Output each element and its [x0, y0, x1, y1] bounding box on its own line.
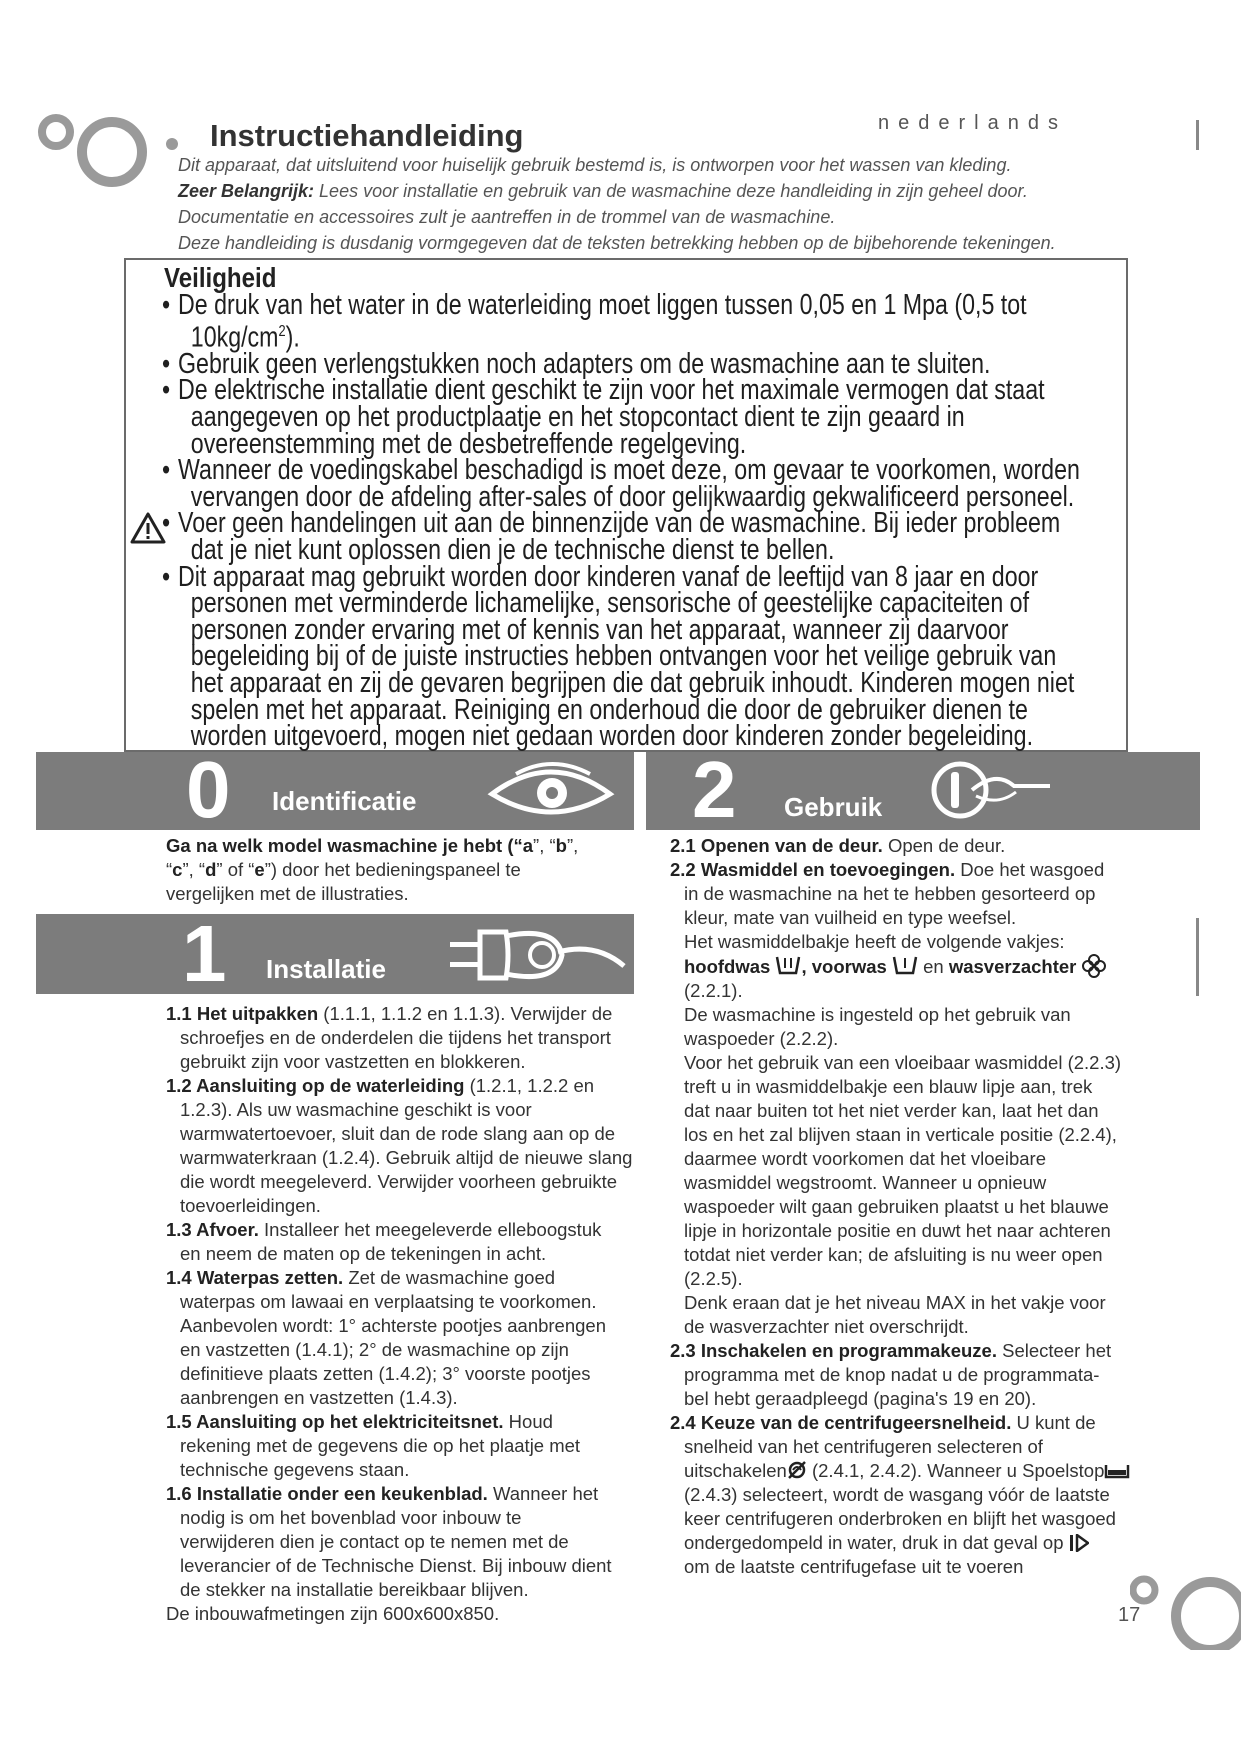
rinse-hold-icon	[1104, 1463, 1130, 1479]
prewash-icon	[892, 955, 918, 975]
spin-off-icon	[787, 1460, 807, 1480]
intro-bold: Zeer Belangrijk:	[178, 181, 315, 201]
circles-logo-icon	[34, 104, 184, 214]
section-1-banner	[36, 909, 634, 998]
intro-line: Deze handleiding is dusdanig vormgegeven dat de teksten betrekking hebben op de bijbehorende tekeningen.	[178, 233, 1056, 253]
eye-icon	[486, 760, 616, 824]
section-1-label: Installatie	[266, 954, 386, 984]
section-1-number: 1	[182, 909, 227, 998]
safety-item: • Voer geen handelingen uit aan de binnenzijde van de wasmachine. Bij ieder probleem dat je niet kunt oplossen dien je de technische dienst te bellen.	[162, 510, 1138, 563]
section-0-banner	[36, 745, 634, 834]
safety-item: • Wanneer de voedingskabel beschadigd is moet deze, om gevaar te voorkomen, worden vervangen door de afdeling after-sales of door gelijkwaardig gekwalificeerd personeel.	[162, 457, 1138, 510]
page-number: 17	[1118, 1604, 1141, 1626]
safety-item: • Dit apparaat mag gebruikt worden door kinderen vanaf de leeftijd van 8 jaar en door personen met verminderde lichamelijke, sensorische of geestelijke capaciteiten of personen zonder ervaring met of kennis van het apparaat, wanneer zij daarvoor begeleiding bij of de juiste instructies hebben ontvangen voor het veilige gebruik van het apparaat en zij de gevaren begrijpen die dat gebruik inhoudt. Kinderen mogen niet spelen met het apparaat. Reiniging en onderhoud die door de gebruiker dienen te worden uitgevoerd, mogen niet gedaan worden door kinderen zonder begeleiding.	[162, 564, 1138, 750]
softener-flower-icon	[1082, 954, 1106, 978]
section-2-text: 2.1 Openen van de deur. Open de deur. 2.2 Wasmiddel en toevoegingen. Doe het wasgoed in de wasmachine na het te hebben gesorteerd op kleur, mate van vuilheid en type weefsel. Het wasmiddelbakje heeft de volgende vakjes: hoofdwas , voorwas en wasverzachter (2.2.1). De wasmachine is ingesteld op het gebruik van waspoeder (2.2.2). Voor het gebruik van een vloeibaar wasmiddel (2.2.3) treft u in wasmiddelbakje een blauw lipje aan, trek dat naar buiten tot het niet verder kan, laat het dan los en het zal blijven staan in verticale positie (2.2.4), daarmee wordt voorkomen dat het vloeibare wasmiddel wegstroomt. Wanneer u opnieuw waspoeder wilt gaan gebruiken plaatst u het blauwe lipje in horizontale positie en duwt het naar achteren totdat niet verder kan; de afsluiting is nu weer open (2.2.5). Denk eraan dat je het niveau MAX in het vakje voor de wasverzachter niet overschrijdt. 2.3 Inschakelen en programmakeuze. Selecteer het programma met de knop nadat u de programmata- bel hebt geraadpleegd (pagina's 19 en 20). 2.4 Keuze van de centrifugeersnelheid. U kunt de snelheid van het centrifugeren selecteren of uitschakelen (2.4.1, 2.4.2). Wanneer u Spoelstop (2.4.3) selecteert, wordt de wasgang vóór de laatste keer centrifugeren onderbroken en blijft het wasgoed ondergedompeld in water, druk in dat geval op om de laatste centrifugefase uit te voeren	[670, 834, 1170, 1579]
safety-item: • Gebruik geen verlengstukken noch adapters om de wasmachine aan te sluiten.	[162, 351, 1138, 378]
intro-text	[178, 152, 1198, 256]
main-wash-icon	[775, 955, 801, 975]
safety-title: Veiligheid	[164, 262, 277, 293]
section-2-banner	[646, 745, 1200, 834]
circles-footer-icon	[1130, 1570, 1241, 1650]
safety-item: • De elektrische installatie dient geschikt te zijn voor het maximale vermogen dat staat aangegeven op het productplaatje en het stopcontact dient te zijn geaard in overeenstemming met de desbetreffende regelgeving.	[162, 377, 1138, 457]
safety-item: • De druk van het water in de waterleiding moet liggen tussen 0,05 en 1 Mpa (0,5 tot $10kg/cm^2$).	[162, 292, 1138, 351]
language-label: nederlands	[878, 112, 1067, 134]
page-title: Instructiehandleiding	[210, 118, 524, 153]
side-bar-top	[1196, 120, 1199, 150]
intro-line: Zeer Belangrijk: Lees voor installatie en gebruik van de wasmachine deze handleiding in zijn geheel door.	[178, 181, 1028, 201]
start-pause-icon	[1069, 1534, 1089, 1552]
section-2-number: 2	[692, 745, 737, 834]
section-0-text: Ga na welk model wasmachine je hebt (“a”, “b”, “c”, “d” of “e”) door het bedieningspaneel te vergelijken met de illustraties.	[166, 835, 579, 904]
safety-list	[162, 289, 1162, 753]
side-bar-mid	[1196, 918, 1199, 996]
section-0-label: Identificatie	[272, 786, 417, 816]
intro-line: Documentatie en accessoires zult je aantreffen in de trommel van de wasmachine.	[178, 207, 836, 227]
section-1-text: 1.1 Het uitpakken (1.1.1, 1.1.2 en 1.1.3). Verwijder de schroefjes en de onderdelen die tijdens het transport gebruikt zijn voor vastzetten en blokkeren. 1.2 Aansluiting op de waterleiding (1.2.1, 1.2.2 en 1.2.3). Als uw wasmachine geschikt is voor warmwatertoevoer, sluit dan de rode slang aan op de warmwaterkraan (1.2.4). Gebruik altijd de nieuwe slang die wordt meegeleverd. Verwijder voorheen gebruikte toevoerleidingen. 1.3 Afvoer. Installeer het meegeleverde elleboogstuk en neem de maten op de tekeningen in acht. 1.4 Waterpas zetten. Zet de wasmachine goed waterpas om lawaai en verplaatsing te voorkomen. Aanbevolen wordt: 1° achterste pootjes aanbrengen en vastzetten (1.4.1); 2° de wasmachine op zijn definitieve plaats zetten (1.4.2); 3° voorste pootjes aanbrengen en vastzetten (1.4.3). 1.5 Aansluiting op het elektriciteitsnet. Houd rekening met de gegevens die op het plaatje met technische gegevens staan. 1.6 Installatie onder een keukenblad. Wanneer het nodig is om het bovenblad voor inbouw te verwijderen dien je contact op te nemen met de leverancier of de Technische Dienst. Bij inbouw dient de stekker na installatie bereikbaar blijven. De inbouwafmetingen zijn 600x600x850.	[166, 1003, 633, 1624]
section-0-number: 0	[186, 745, 231, 834]
warning-triangle-icon	[130, 512, 166, 544]
control-knob-icon	[916, 756, 1056, 826]
intro-line: Dit apparaat, dat uitsluitend voor huiselijk gebruik bestemd is, is ontworpen voor het wassen van kleding.	[178, 155, 1012, 175]
section-2-label: Gebruik	[784, 792, 883, 822]
plug-icon	[446, 922, 626, 988]
